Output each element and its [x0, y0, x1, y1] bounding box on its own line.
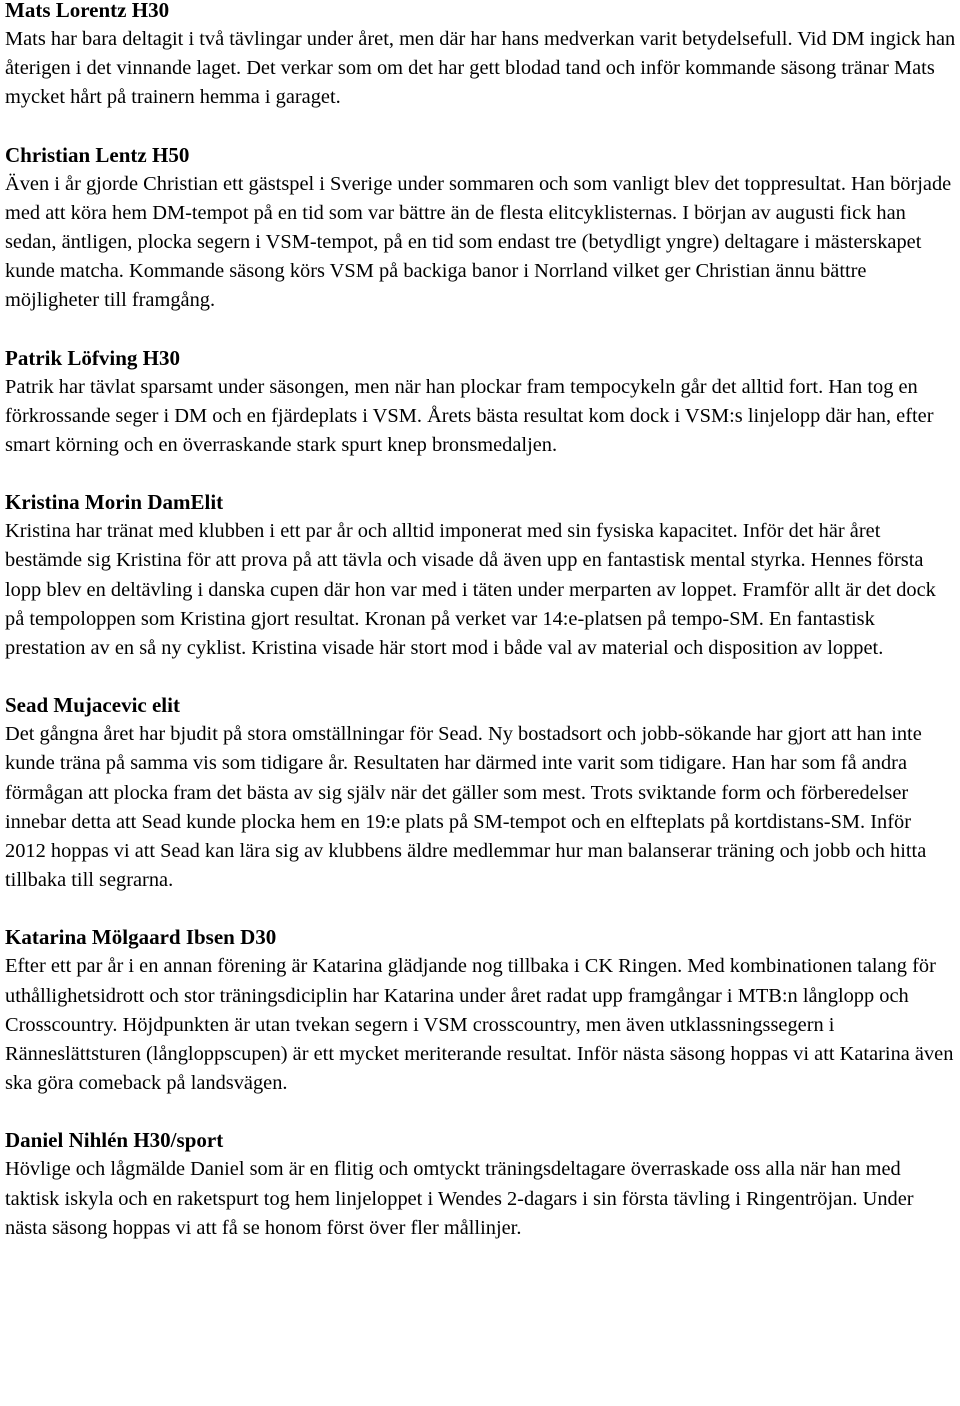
- entry-heading: Patrik Löfving H30: [5, 345, 181, 370]
- entry-kristina-morin: [5, 488, 956, 663]
- entry-text: Mats har bara deltagit i två tävlingar under året, men där har hans medverkan varit betydelsefull. Vid DM ingick han återigen i det vinnande laget. Det verkar som om det har gett blodad tand och inför kommande säsong tränar Mats mycket hårt på trainern hemma i garaget.: [5, 28, 956, 109]
- entry-text: Kristina har tränat med klubben i ett par år och alltid imponerat med sin fysiska kapacitet. Inför det här året bestämde sig Kristina för att prova på att tävla och visade då även upp en fantastisk mental styrka. Hennes första lopp blev en deltävling i danska cupen där hon var med i täten under merparten av loppet. Framför allt är det dock på tempoloppen som Kristina gjort resultat. Kronan på verket var 14:e-platsen på tempo-SM. En fantastisk prestation av en så ny cyklist. Kristina visade här stort mod i både val av material och disposition av loppet.: [5, 520, 936, 660]
- entry-text: Även i år gjorde Christian ett gästspel i Sverige under sommaren och som vanligt blev det toppresultat. Han började med att köra hem DM-tempot på en tid som var bättre än de flesta elitcyklisternas. I början av augusti fick han sedan, äntligen, plocka segern i VSM-tempot, på en tid som endast tre (betydligt yngre) deltagare i mästerskapet kunde matcha. Kommande säsong körs VSM på backiga banor i Norrland vilket ger Christian ännu bättre möjligheter till framgång.: [5, 172, 952, 312]
- entry-heading: Katarina Mölgaard Ibsen D30: [5, 925, 277, 950]
- entry-heading: Mats Lorentz H30: [5, 0, 170, 22]
- entry-text: Hövlige och lågmälde Daniel som är en flitig och omtyckt träningsdeltagare överraskade oss alla när han med taktisk iskyla och en raketspurt tog hem linjeloppet i Wendes 2-dagars i sin första tävling i Ringentröjan. Under nästa säsong hoppas vi att få se honom först över fler mållinjer.: [5, 1158, 914, 1239]
- entry-sead-mujacevic: [5, 691, 956, 895]
- entry-heading: Kristina Morin DamElit: [5, 490, 224, 515]
- entry-heading: Daniel Nihlén H30/sport: [5, 1128, 224, 1153]
- entry-heading: Sead Mujacevic elit: [5, 693, 180, 718]
- entry-text: Det gångna året har bjudit på stora omställningar för Sead. Ny bostadsort och jobb-sökande har gjort att han inte kunde träna på samma vis som tidigare år. Resultaten har därmed inte varit som tidigare. Han har som få andra förmågan att plocka fram det bästa av sig själv när det gäller som mest. Trots sviktande form och förberedelser innebar detta att Sead kunde plocka hem en 19:e plats på SM-tempot och en elfteplats på kortdistans-SM. Inför 2012 hoppas vi att Sead kan lära sig av klubbens äldre medlemmar hur man balanserar träning och jobb och hitta tillbaka till segrarna.: [5, 723, 927, 892]
- entry-christian-lentz: [5, 141, 956, 316]
- entry-mats-lorentz: [5, 0, 956, 113]
- entry-daniel-nihlen: [5, 1126, 956, 1243]
- entry-katarina-molgaard-ibsen: [5, 923, 956, 1098]
- entry-patrik-lofving: [5, 344, 956, 461]
- entry-heading: Christian Lentz H50: [5, 142, 190, 167]
- entry-text: Efter ett par år i en annan förening är Katarina glädjande nog tillbaka i CK Ringen. Med kombinationen talang för uthållighetsidrott och stor träningsdiciplin har Katarina under året radat upp framgångar i MTB:n långlopp och Crosscountry. Höjdpunkten är utan tvekan segern i VSM crosscountry, men även utklassningssegern i Ränneslättsturen (långloppscupen) är ett mycket meriterande resultat. Inför nästa säsong hoppas vi att Katarina även ska göra comeback på landsvägen.: [5, 955, 954, 1095]
- entry-text: Patrik har tävlat sparsamt under säsongen, men när han plockar fram tempocykeln går det alltid fort. Han tog en förkrossande seger i DM och en fjärdeplats i VSM. Årets bästa resultat kom dock i VSM:s linjelopp där han, efter smart körning och en överraskande stark spurt knep bronsmedaljen.: [5, 375, 934, 457]
